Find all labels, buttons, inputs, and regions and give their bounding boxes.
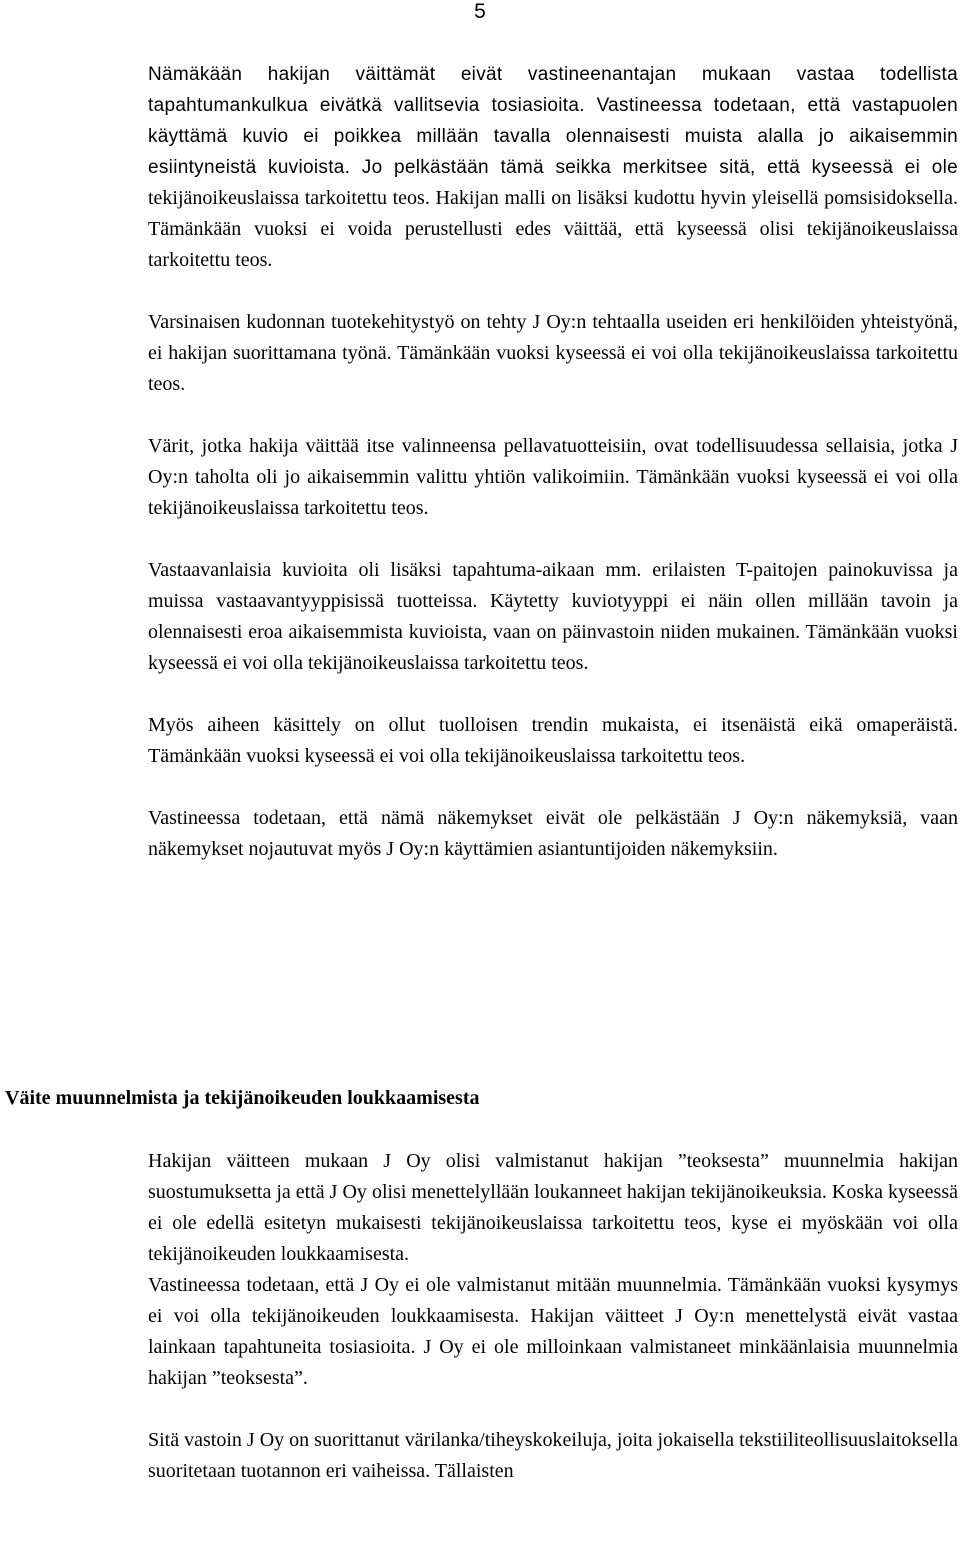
paragraph-1-serif-text: tekijänoikeuslaissa tarkoitettu teos. Hakijan malli on lisäksi kudottu hyvin yleisellä pomsisidoksella. Tämänkään vuoksi ei voida perustellusti edes väittää, että kyseessä olisi tekijänoikeuslaissa tarkoitettu teos. [148,187,958,271]
section-heading: Väite muunnelmista ja tekijänoikeuden loukkaamisesta [5,1087,480,1109]
paragraph-8: Vastineessa todetaan, että J Oy ei ole valmistanut mitään muunnelmia. Tämänkään vuoksi kysymys ei voi olla tekijänoikeuden loukkaamisesta. Hakijan väitteet J Oy:n menettelystä eivät vastaa lainkaan tapahtuneita tosiasioita. J Oy ei ole milloinkaan valmistaneet minkäänlaisia muunnelmia hakijan ”teoksesta”. [148,1274,958,1389]
paragraph-1 [148,59,958,276]
paragraph-2: Varsinaisen kudonnan tuotekehitystyö on tehty J Oy:n tehtaalla useiden eri henkilöiden yhteistyönä, ei hakijan suorittamana työnä. Tämänkään vuoksi kyseessä ei voi olla tekijänoikeuslaissa tarkoitettu teos. [148,311,958,395]
paragraph-7: Hakijan väitteen mukaan J Oy olisi valmistanut hakijan ”teoksesta” muunnelmia hakijan suostumuksetta ja että J Oy olisi menettelyllään loukanneet hakijan tekijänoikeuksia. Koska kyseessä ei ole edellä esitetyn mukaisesti tekijänoikeuslaissa tarkoitettu teos, kyse ei myöskään voi olla tekijänoikeuden loukkaamisesta. [148,1150,958,1265]
paragraph-9: Sitä vastoin J Oy on suorittanut värilanka/tiheyskokeiluja, joita jokaisella tekstiiliteollisuuslaitoksella suoritetaan tuotannon eri vaiheissa. Tällaisten [148,1429,958,1482]
page-number: 5 [474,0,486,23]
section-1-body [148,59,958,896]
paragraph-3: Värit, jotka hakija väittää itse valinneensa pellavatuotteisiin, ovat todellisuudessa sellaisia, jotka J Oy:n taholta oli jo aikaisemmin valittu yhtiön valikoimiin. Tämänkään vuoksi kyseessä ei voi olla tekijänoikeuslaissa tarkoitettu teos. [148,435,958,519]
paragraph-1-sans-text: Nämäkään hakijan väittämät eivät vastineenantajan mukaan vastaa todellista tapahtumankulkua eivätkä vallitsevia tosiasioita. Vastineessa todetaan, että vastapuolen käyttämä kuvio ei poikkea millään tavalla olennaisesti muista alalla jo aikaisemmin esiintyneistä kuvioista. Jo pelkästään tämä seikka merkitsee sitä, että kyseessä ei ole [148,64,958,178]
paragraph-5: Myös aiheen käsittely on ollut tuolloisen trendin mukaista, ei itsenäistä eikä omaperäistä. Tämänkään vuoksi kyseessä ei voi olla tekijänoikeuslaissa tarkoitettu teos. [148,714,958,767]
paragraph-4: Vastaavanlaisia kuvioita oli lisäksi tapahtuma-aikaan mm. erilaisten T-paitojen painokuvissa ja muissa vastaavantyyppisissä tuotteissa. Käytetty kuviotyyppi ei näin ollen millään tavoin ja olennaisesti eroa aikaisemmista kuvioista, vaan on päinvastoin niiden mukainen. Tämänkään vuoksi kyseessä ei voi olla tekijänoikeuslaissa tarkoitettu teos. [148,559,958,674]
section-2-body [148,1146,958,1518]
paragraph-6: Vastineessa todetaan, että nämä näkemykset eivät ole pelkästään J Oy:n näkemyksiä, vaan näkemykset nojautuvat myös J Oy:n käyttämien asiantuntijoiden näkemyksiin. [148,807,958,860]
